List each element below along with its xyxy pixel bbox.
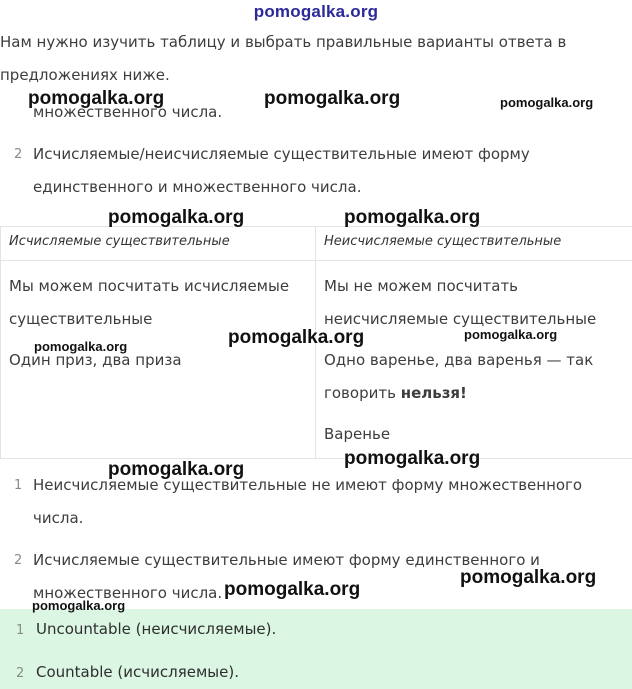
watermark-text: pomogalka.org — [34, 339, 128, 354]
column-header-uncountable: Неисчисляемые существительные — [316, 227, 632, 261]
statement-line: Исчисляемые существительные имеют форму единственного и — [33, 551, 540, 569]
answer-text: Countable (исчисляемые). — [36, 663, 239, 681]
watermark-text: pomogalka.org — [224, 579, 361, 600]
list-number: 1 — [14, 478, 23, 493]
watermark-text: pomogalka.org — [344, 448, 481, 469]
countable-cell — [1, 261, 316, 459]
statement-line: числа. — [33, 509, 84, 527]
question-item-line: Исчисляемые/неисчисляемые существительные имеют форму — [33, 145, 530, 163]
uncountable-example-word: Варенье — [324, 425, 391, 443]
watermark-text: pomogalka.org — [228, 327, 365, 348]
question-item-line: единственного и множественного числа. — [33, 178, 362, 196]
list-number: 1 — [16, 623, 25, 638]
watermark-text: pomogalka.org — [108, 207, 245, 228]
site-header-link[interactable]: pomogalka.org — [253, 2, 379, 21]
list-number: 2 — [14, 553, 23, 568]
uncountable-cell — [316, 261, 632, 459]
intro-line-1: Нам нужно изучить таблицу и выбрать правильные варианты ответа в — [0, 33, 567, 51]
uncountable-example-prefix: говорить — [324, 384, 401, 402]
uncountable-example — [324, 377, 624, 410]
list-number: 2 — [16, 666, 25, 681]
watermark-text: pomogalka.org — [464, 327, 558, 342]
table-header-row — [1, 227, 632, 261]
watermark-text: pomogalka.org — [500, 95, 594, 110]
countable-definition: Мы можем посчитать исчисляемые — [9, 277, 290, 295]
answer-text: Uncountable (неисчисляемые). — [36, 620, 277, 638]
table-row — [1, 261, 632, 459]
uncountable-definition: Мы не можем посчитать — [324, 277, 519, 295]
list-number: 2 — [14, 147, 23, 162]
watermark-text: pomogalka.org — [32, 598, 126, 613]
column-header-countable: Исчисляемые существительные — [1, 227, 316, 261]
countable-example: Один приз, два приза — [9, 351, 182, 369]
watermark-text: pomogalka.org — [460, 567, 597, 588]
emphasis-text: нельзя! — [400, 384, 467, 402]
countable-definition: существительные — [9, 310, 153, 328]
watermark-text: pomogalka.org — [264, 88, 401, 109]
watermark-text: pomogalka.org — [344, 207, 481, 228]
statement-line: множественного числа. — [33, 584, 223, 602]
watermark-text: pomogalka.org — [108, 459, 245, 480]
intro-line-2: предложениях ниже. — [0, 66, 170, 84]
answers-block — [0, 609, 632, 689]
watermark-text: pomogalka.org — [28, 88, 165, 109]
uncountable-definition: неисчисляемые существительные — [324, 310, 597, 328]
question-item-line: множественного числа. — [33, 103, 223, 121]
uncountable-example: Одно варенье, два варенья — так — [324, 351, 594, 369]
statement-line: Неисчисляемые существительные не имеют форму множественного — [33, 476, 583, 494]
